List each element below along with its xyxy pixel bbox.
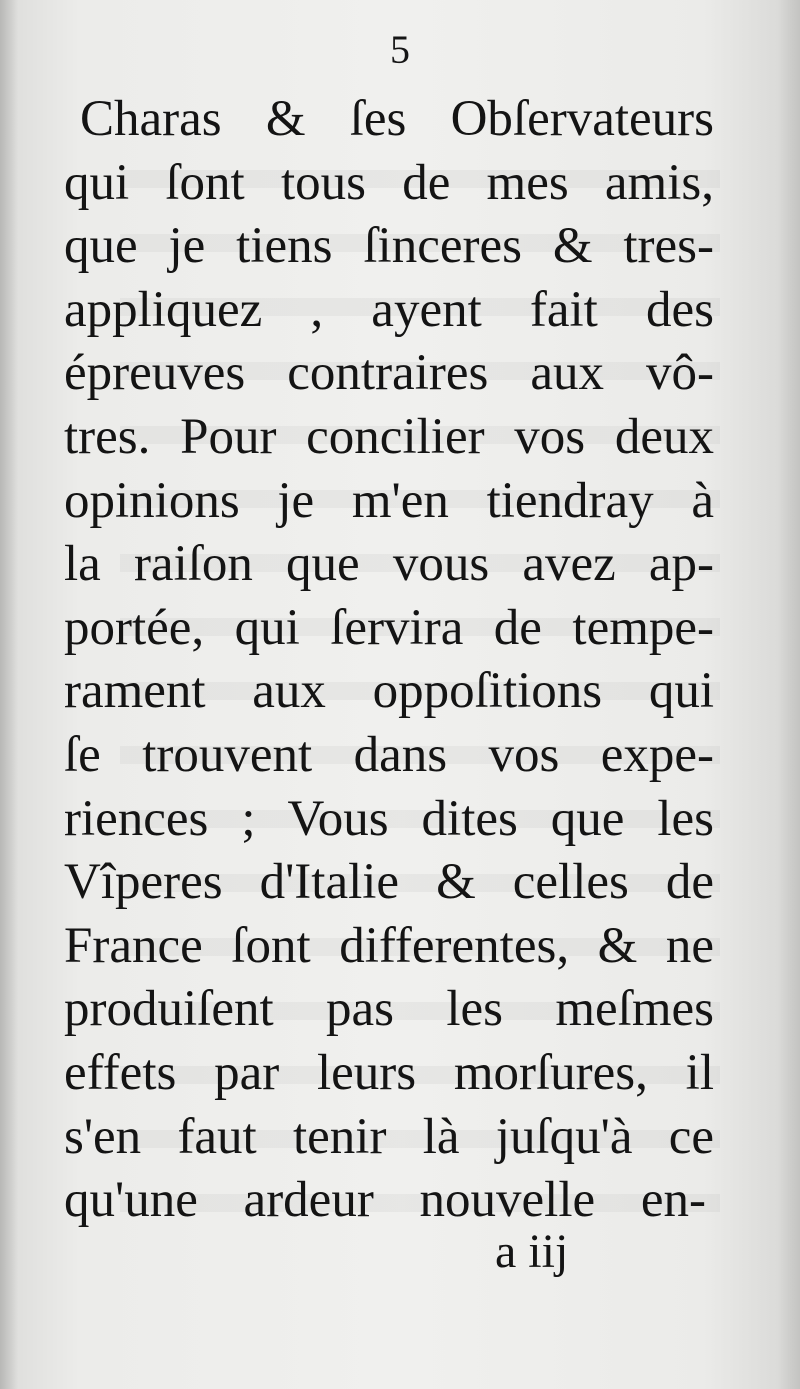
text-line: la raiſon que vous avez ap- [64,536,714,593]
text-line: Vîperes d'Italie & celles de [64,854,714,911]
text-line: que je tiens ſinceres & tres- [64,218,714,275]
page-edge-right [778,0,800,1389]
page-number: 5 [390,27,410,72]
text-line: produiſent pas les meſmes [64,981,714,1038]
text-line: opinions je m'en tiendray à [64,472,714,529]
page-edge-left [0,0,18,1389]
text-line: épreuves contraires aux vô- [64,345,714,402]
text-line: rament aux oppoſitions qui [64,663,714,720]
body-text [64,88,714,1233]
text-line: Charas & ſes Obſervateurs [80,91,714,147]
text-line: riences ; Vous dites que les [64,790,714,847]
signature-mark: a iij [495,1225,569,1278]
text-line: qui ſont tous de mes amis, [64,154,714,211]
text-line: effets par leurs morſures, il [64,1044,714,1101]
text-line: qu'une ardeur nouvelle en- [64,1172,706,1229]
text-line: ſe trouvent dans vos expe- [64,726,714,783]
text-line: appliquez , ayent fait des [64,281,714,338]
text-line: tres. Pour concilier vos deux [64,408,714,465]
text-line: France ſont differentes, & ne [64,917,714,974]
text-line: s'en faut tenir là juſqu'à ce [64,1108,714,1165]
text-line: portée, qui ſervira de tempe- [64,599,714,656]
